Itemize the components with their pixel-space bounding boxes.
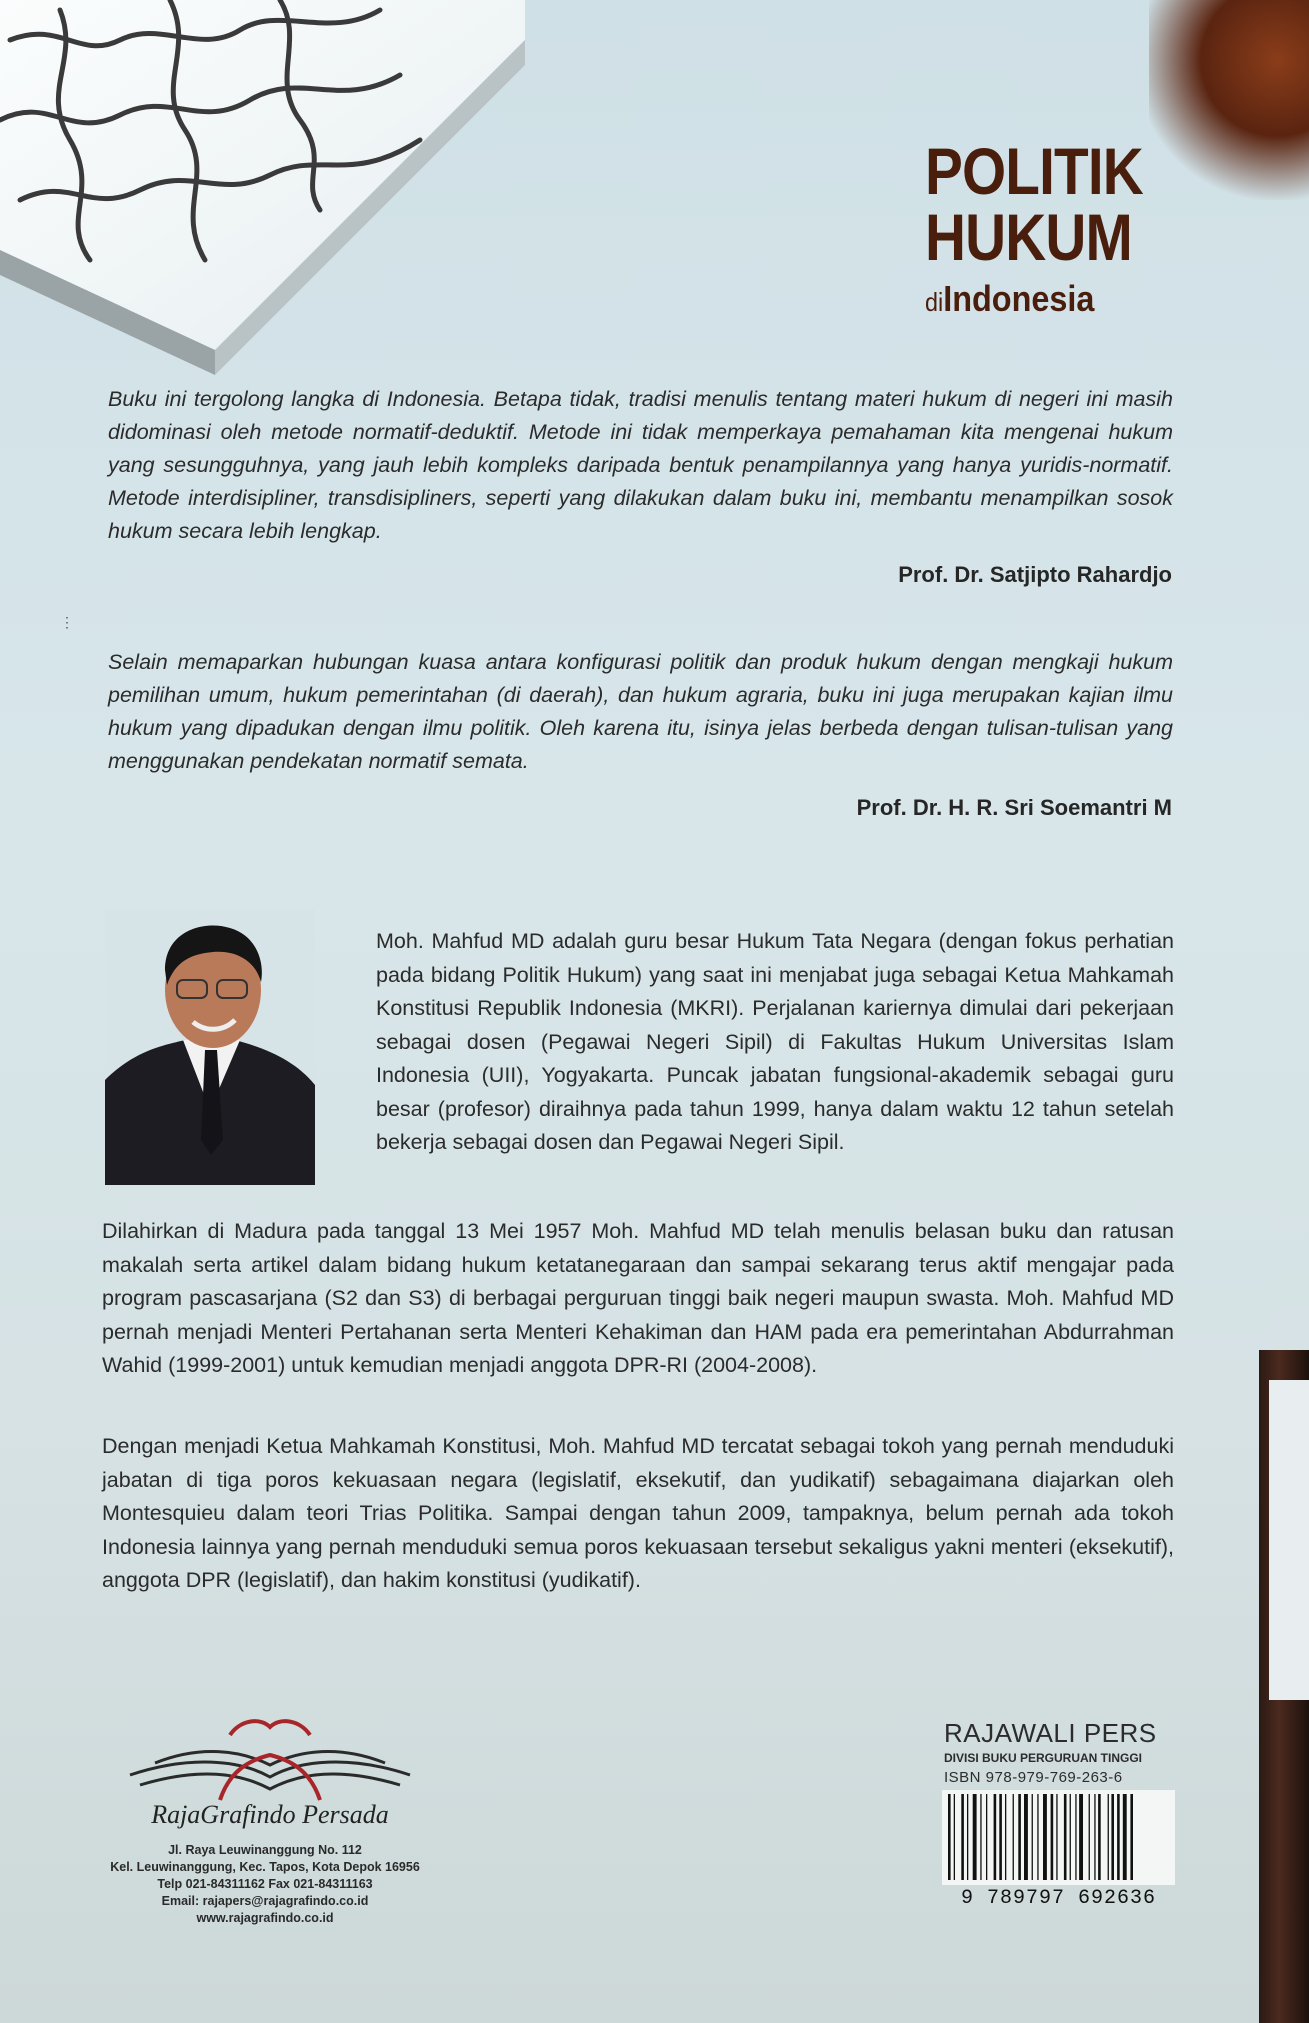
- title-country: Indonesia: [943, 278, 1095, 319]
- book-title: [925, 134, 1185, 320]
- publisher-district: Kel. Leuwinanggung, Kec. Tapos, Kota Depok 16956: [110, 1860, 420, 1874]
- puzzle-illustration: [0, 0, 540, 380]
- author-bio-paragraph-2: Dilahirkan di Madura pada tanggal 13 Mei 1957 Moh. Mahfud MD telah menulis belasan buku dan ratusan makalah serta artikel dalam bidang hukum ketatanegaraan dan sampai sekarang terus aktif mengajar pada program pascasarjana (S2 dan S3) di berbagai perguruan tinggi baik negeri maupun swasta. Moh. Mahfud MD pernah menjadi Menteri Pertahanan serta Menteri Kehakiman dan HAM pada era pemerintahan Abdurrahman Wahid (1999-2001) untuk kemudian menjadi anggota DPR-RI (2004-2008).: [102, 1219, 1174, 1377]
- decorative-dots: ⋮: [60, 614, 74, 630]
- author-photo: [105, 910, 315, 1185]
- title-line-3: [925, 278, 1159, 320]
- publisher-phone: Telp 021-84311162 Fax 021-84311163: [157, 1877, 373, 1891]
- publisher-name: RajaGrafindo Persada: [151, 1800, 389, 1829]
- endorsement-author-2: Prof. Dr. H. R. Sri Soemantri M: [856, 795, 1172, 820]
- barcode-number: 9 789797 692636: [960, 1887, 1157, 1910]
- author-bio-paragraph-3: Dengan menjadi Ketua Mahkamah Konstitusi, Moh. Mahfud MD tercatat sebagai tokoh yang pernah menduduki jabatan di tiga poros kekuasaan negara (legislatif, eksekutif, dan yudikatif) sebagaimana diajarkan oleh Montesquieu dalam teori Trias Politika. Sampai dengan tahun 2009, tampaknya, belum pernah ada tokoh Indonesia lainnya yang pernah menduduki semua poros kekuasaan tersebut sekaligus yakni menteri (eksekutif), anggota DPR (legislatif), dan hakim konstitusi (yudikatif).: [102, 1434, 1174, 1592]
- title-line-2: HUKUM: [925, 200, 1132, 274]
- isbn-barcode: [942, 1790, 1175, 1885]
- title-prefix: di: [925, 287, 944, 317]
- publisher-website: www.rajagrafindo.co.id: [196, 1911, 334, 1925]
- author-bio-intro: Moh. Mahfud MD adalah guru besar Hukum Tata Negara (dengan fokus perhatian pada bidang Politik Hukum) yang saat ini menjabat juga sebagai Ketua Mahkamah Konstitusi Republik Indonesia (MKRI). Perjalanan kariernya dimulai dari pekerjaan sebagai dosen (Pegawai Negeri Sipil) di Fakultas Hukum Universitas Islam Indonesia (UII), Yogyakarta. Puncak jabatan fungsional-akademik sebagai guru besar (profesor) diraihnya pada tahun 1999, hanya dalam waktu 12 tahun setelah bekerja sebagai dosen dan Pegawai Negeri Sipil.: [376, 929, 1174, 1154]
- publisher-email: Email: rajapers@rajagrafindo.co.id: [161, 1894, 369, 1908]
- endorsement-quote-2: Selain memaparkan hubungan kuasa antara konfigurasi politik dan produk hukum dengan mengkaji hukum pemilihan umum, hukum pemerintahan (di daerah), dan hukum agraria, buku ini juga merupakan kajian ilmu hukum yang dipadukan dengan ilmu politik. Oleh karena itu, isinya jelas berbeda dengan tulisan-tulisan yang menggunakan pendekatan normatif semata.: [108, 650, 1173, 773]
- publisher-street: Jl. Raya Leuwinanggung No. 112: [168, 1843, 362, 1857]
- publisher-address: [90, 1842, 440, 1927]
- adjacent-book-edge: [1259, 1350, 1309, 2023]
- imprint-name: RAJAWALI PERS: [944, 1718, 1157, 1748]
- imprint-block: [944, 1718, 1174, 1786]
- endorsement-author-1: Prof. Dr. Satjipto Rahardjo: [898, 562, 1172, 587]
- isbn-text: ISBN 978-979-769-263-6: [944, 1769, 1123, 1786]
- title-line-1: POLITIK: [925, 134, 1143, 208]
- endorsement-quote-1: Buku ini tergolong langka di Indonesia. Betapa tidak, tradisi menulis tentang materi hukum di negeri ini masih didominasi oleh metode normatif-deduktif. Metode ini tidak memperkaya pemahaman kita mengenai hukum yang sesungguhnya, yang jauh lebih kompleks daripada bentuk penampilannya yang hanya yuridis-normatif. Metode interdisipliner, transdisipliners, seperti yang dilakukan dalam buku ini, membantu menampilkan sosok hukum secara lebih lengkap.: [108, 387, 1173, 543]
- imprint-division: DIVISI BUKU PERGURUAN TINGGI: [944, 1751, 1143, 1765]
